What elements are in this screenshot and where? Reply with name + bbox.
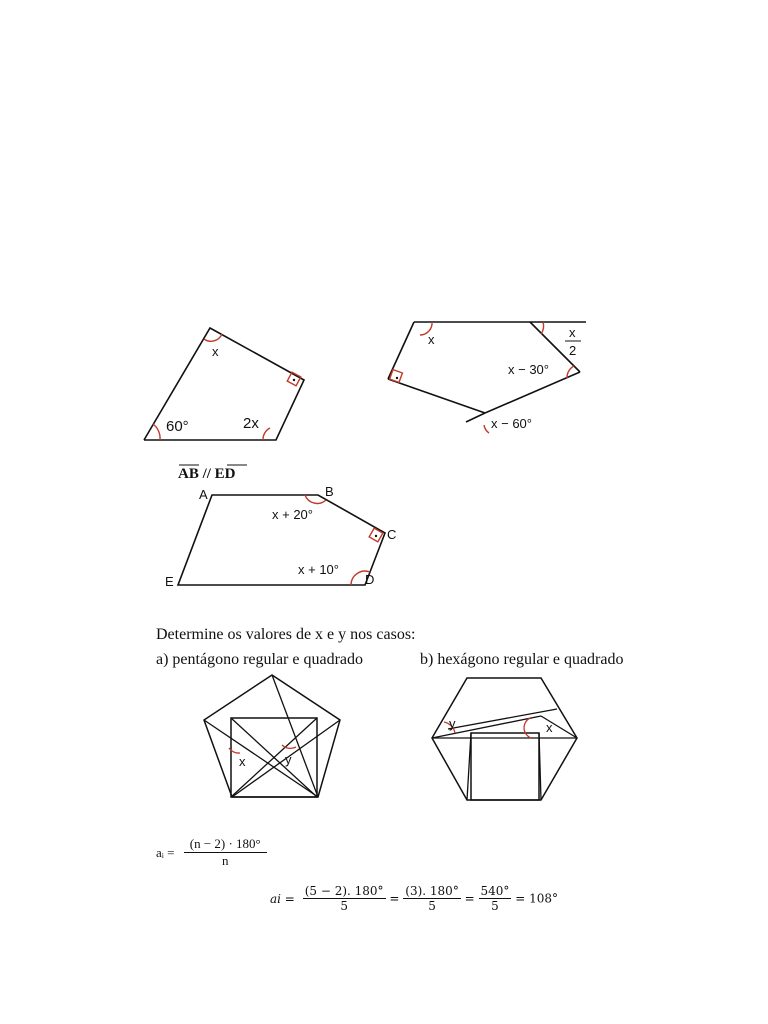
formula-general-denominator: n — [222, 853, 229, 868]
pentagon-y-label: y — [285, 752, 292, 767]
vertex-d: D — [365, 572, 375, 587]
exercise-prompt: Determine os valores de x e y nos casos: — [156, 626, 416, 643]
formula-calc-fraction-3 — [479, 884, 512, 913]
formula-calc-f3-denominator: 5 — [491, 899, 499, 913]
hexagon-inner-square — [471, 733, 539, 800]
formula-calc-f2-numerator: (3). 180° — [405, 884, 459, 898]
formula-calc: ai = $\frac{(5 - 2). 180^\circ}{5}$ = $\frac{(3). 180^\circ}{5}$ = $\frac{540^\circ}{5}$ = 108° — [270, 884, 559, 913]
vertex-e: E — [165, 574, 174, 589]
fig2-angle-right-label: x − 30° — [508, 362, 549, 377]
fig2-angle-top-left-label: x — [428, 332, 435, 347]
fig3-angle-d-label: x + 10° — [298, 562, 339, 577]
exercise-case-b: b) hexágono regular e quadrado — [420, 651, 624, 668]
formula-general-fraction — [184, 836, 267, 869]
fig1-angle-bottom-right-label: 2x — [243, 415, 259, 432]
hexagon-x-label: x — [546, 720, 553, 735]
fig1-angle-bottom-left-label: 60° — [166, 418, 189, 435]
parallel-label: AB // ED — [178, 466, 236, 482]
fig2-fraction-numerator: x — [569, 325, 576, 340]
regular-hexagon — [432, 678, 577, 800]
formula-calc-f1-numerator: (5 − 2). 180° — [304, 884, 384, 898]
formula-calc-f3-numerator: 540° — [480, 884, 510, 898]
vertex-b: B — [325, 484, 334, 499]
formula-general-numerator: (n − 2) · 180° — [184, 836, 267, 853]
vertex-a: A — [199, 487, 208, 502]
hexagon-y-label: y — [449, 716, 456, 731]
formula-calc-f2-denominator: 5 — [428, 899, 436, 913]
pentagon-x-label: x — [239, 754, 246, 769]
fig1-angle-top-label: x — [212, 344, 219, 359]
formula-calc-fraction-2 — [403, 884, 461, 913]
fig2-angle-bottom-label: x − 60° — [491, 416, 532, 431]
formula-calc-f1-denominator: 5 — [340, 899, 348, 913]
exercise-case-a: a) pentágono regular e quadrado — [156, 651, 364, 668]
formula-calc-fraction-1 — [303, 884, 386, 913]
formula-general-lhs: aᵢ = — [156, 844, 175, 860]
formula-general — [156, 836, 267, 869]
formula-calc-result: = 108° — [515, 891, 559, 906]
fig3-angle-b-label: x + 20° — [272, 507, 313, 522]
formula-calc-lhs: ai = — [270, 891, 295, 906]
vertex-c: C — [387, 527, 397, 542]
fig2-fraction-denominator: 2 — [569, 343, 577, 358]
